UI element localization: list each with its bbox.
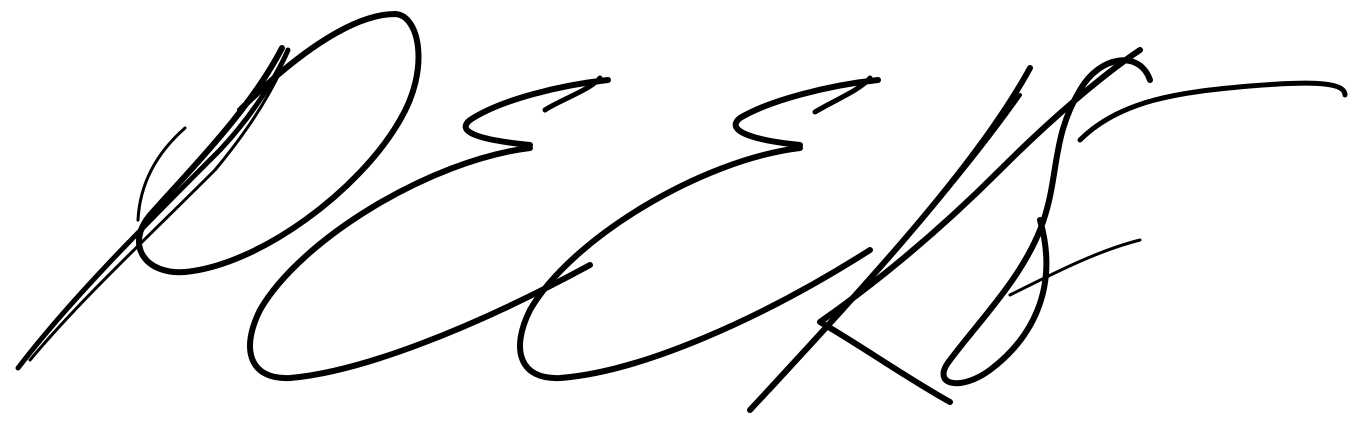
stroke-top-sweep: [1080, 83, 1345, 140]
stroke-k-diagonal: [750, 68, 1030, 410]
stroke-k-arm: [820, 50, 1140, 402]
stroke-r-loop: [139, 14, 419, 272]
stroke-e1-body: [250, 148, 590, 378]
signature-strokes: [18, 14, 1345, 410]
stroke-s-loop: [944, 60, 1150, 383]
stroke-e2-body: [520, 148, 870, 378]
